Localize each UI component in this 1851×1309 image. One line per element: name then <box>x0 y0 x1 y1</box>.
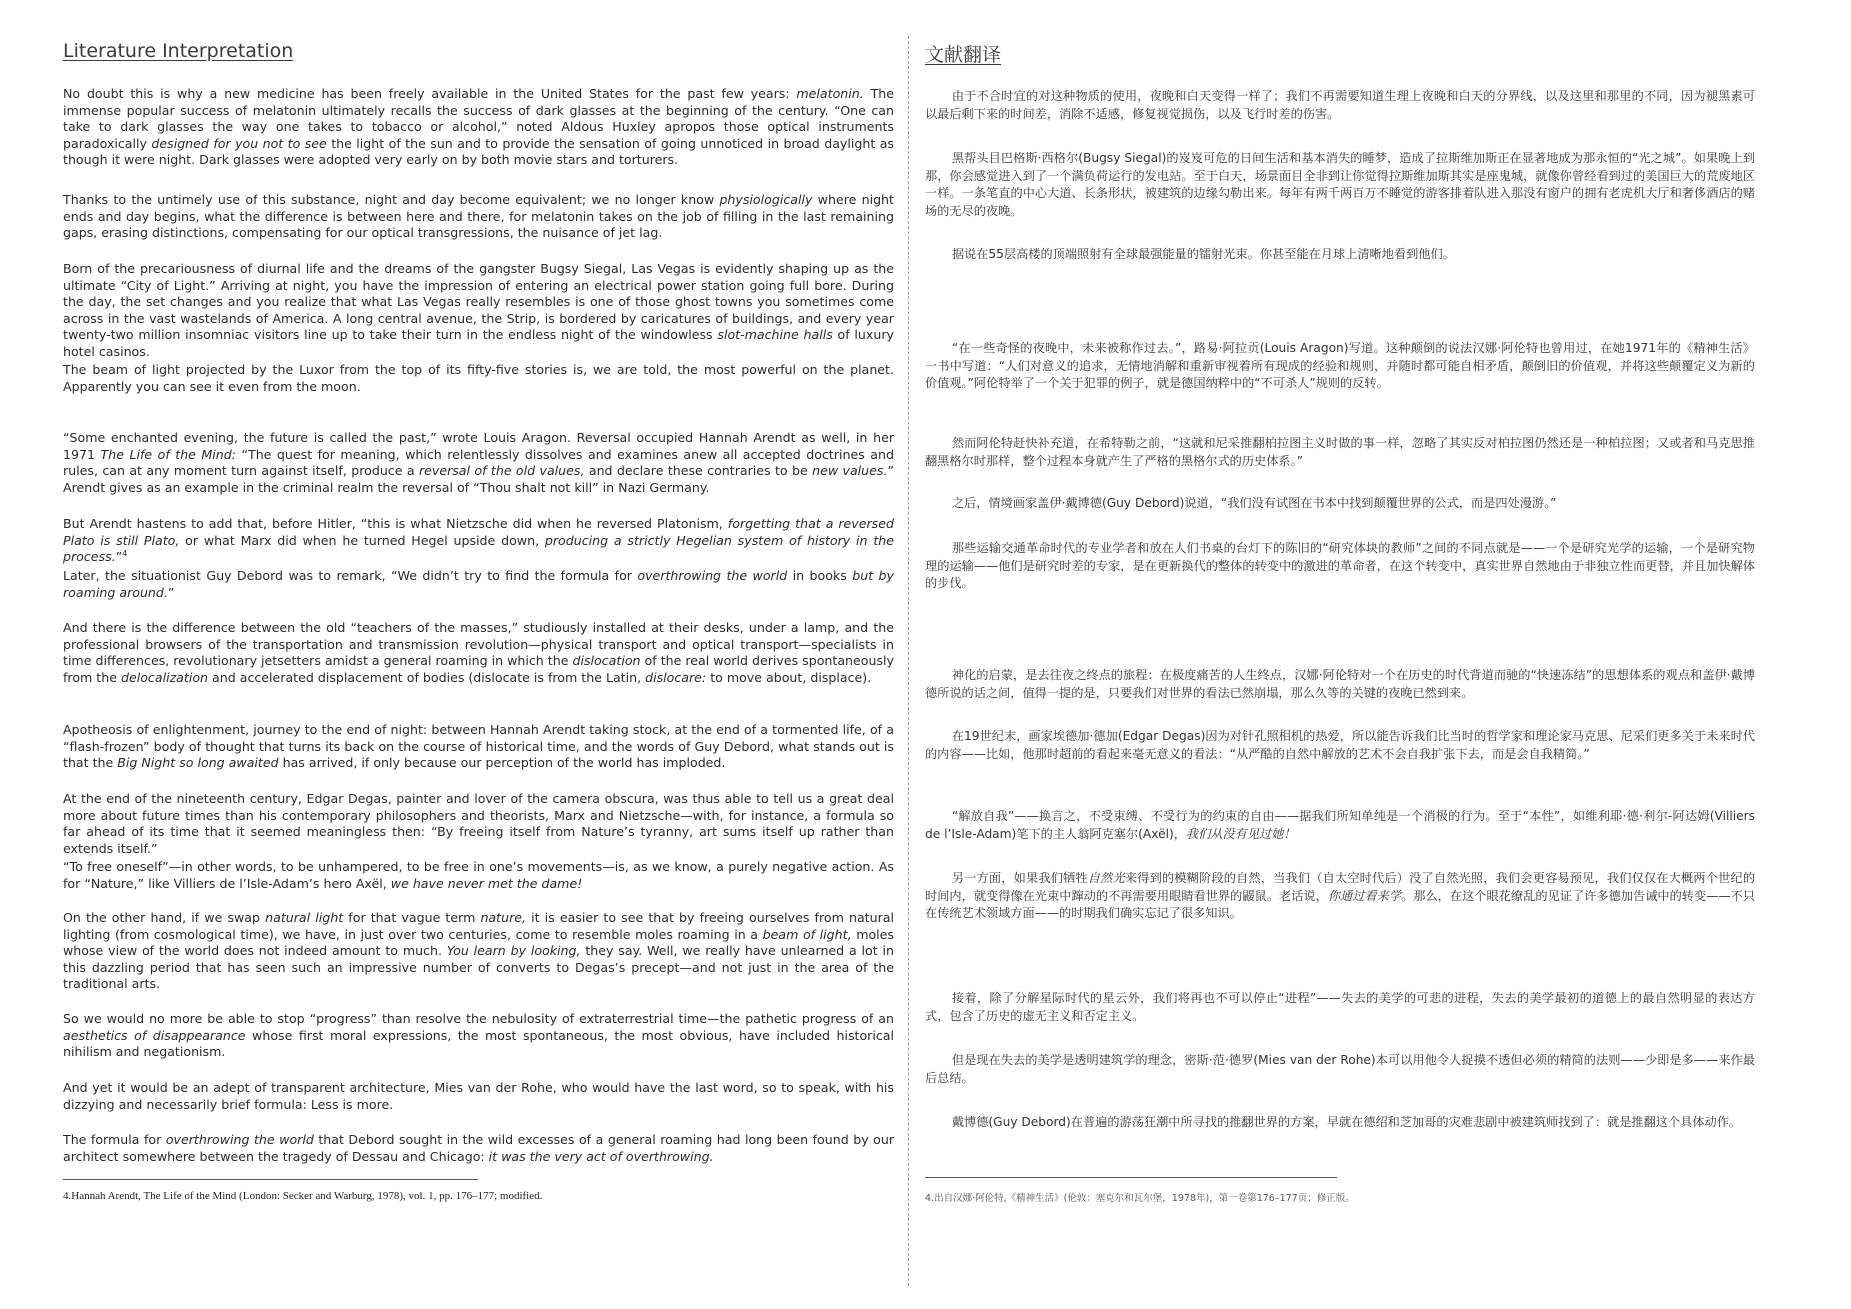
en-paragraph-12: On the other hand, if we swap natural light for that vague term nature, it is easier to see that by freeing ourselves from natural lighting (from cosmological time), we have, in just over two centuries, come to resemble moles roaming in a beam of light, moles whose view of the world does not indeed amount to much. You learn by looking, they say. Well, we really have unlearned a lot in this dazzling period that has seen such an impressive number of converts to Degas’s precept—and not just in the area of the traditional arts. <box>63 910 894 992</box>
en-paragraph-14: And yet it would be an adept of transparent architecture, Mies van der Rohe, who would have the last word, so to speak, with his dizzying and necessarily brief formula: Less is more. <box>63 1080 894 1112</box>
zh-paragraph-2: 黑帮头目巴格斯·西格尔(Bugsy Siegal)的岌岌可危的日间生活和基本消失的睡梦，造成了拉斯维加斯正在显著地成为那永恒的“光之城”。如果晚上到那，你会感觉进入到了一个满负荷运行的发电站。至于白天，场景面目全非到让你觉得拉斯维加斯其实是座鬼城，就像你曾经看到过的美国巨大的荒废地区一样。一条笔直的中心大道、长条形状，被建筑的边缘勾勒出来。每年有两千两百万不睡觉的游客排着队进入那没有窗户的拥有老虎机大厅和奢侈酒店的赌场的无尽的夜晚。 <box>925 151 1755 218</box>
chinese-footnote: 4.出自汉娜·阿伦特,《精神生活》(伦敦：塞克尔和瓦尔堡，1978年)，第一卷第176–177页；修正版。 <box>925 1193 1355 1204</box>
zh-paragraph-6: 之后，情境画家盖伊·戴博德(Guy Debord)说道，“我们没有试图在书本中找到颠覆世界的公式，而是四处漫游。” <box>951 496 1557 510</box>
footnote-rule <box>925 1177 1337 1178</box>
en-paragraph-1: No doubt this is why a new medicine has been freely available in the United States for the past few years: melatonin. The immense popular success of melatonin ultimately recalls the success of dark glasses at the beginning of the century. “One can take to dark glasses the way one takes to tobacco or alcohol,” noted Aldous Huxley apropos those optical instruments paradoxically designed for you not to see the light of the sun and to provide the sensation of going unnoticed in broad daylight as though it were night. Dark glasses were adopted very early on by both movie stars and torturers. <box>63 86 894 168</box>
column-divider <box>908 36 909 1286</box>
zh-paragraph-9: 在19世纪末，画家埃德加·德加(Edgar Degas)因为对针孔照相机的热爱，所以能告诉我们比当时的哲学家和理论家马克思、尼采们更多关于未来时代的内容——比如，他那时超前的看起来毫无意义的看法：“从严酷的自然中解放的艺术不会自我扩张下去，而是会自我精简。” <box>925 729 1755 761</box>
en-paragraph-9: Apotheosis of enlightenment, journey to the end of night: between Hannah Arendt taking stock, at the end of a tormented life, of a “flash-frozen” body of thought that turns its back on the course of historical time, and the words of Guy Debord, what stands out is that the Big Night so long awaited has arrived, if only because our perception of the world has imploded. <box>63 722 894 771</box>
zh-paragraph-10: “解放自我”——换言之，不受束缚、不受行为的约束的自由——据我们所知单纯是一个消极的行为。至于“本性”，如维利耶·德·利尔-阿达姆(Villiers de l’Isle-Adam)笔下的主人翁阿克塞尔(Axël)，我们从没有见过她！ <box>925 809 1755 841</box>
en-paragraph-10: At the end of the nineteenth century, Edgar Degas, painter and lover of the camera obscura, was thus able to tell us a great deal more about future times than his contemporary philosophers and theorists, Marx and Nietzsche—with, for instance, a formula so far ahead of its time that it seemed meaningless then: “By freeing itself from Nature’s tyranny, art sums itself up rather than extends itself.” <box>63 791 894 856</box>
en-paragraph-4: The beam of light projected by the Luxor from the top of its fifty-five stories is, we are told, the most powerful on the planet. Apparently you can see it even from the moon. <box>63 362 894 394</box>
zh-paragraph-1: 由于不合时宜的对这种物质的使用，夜晚和白天变得一样了；我们不再需要知道生理上夜晚和白天的分界线，以及这里和那里的不同，因为褪黑素可以最后剩下来的时间差，消除不适感，修复视觉损伤，以及飞行时差的伤害。 <box>925 89 1755 121</box>
english-column <box>63 40 895 1202</box>
chinese-column <box>925 40 1756 1204</box>
chinese-heading: 文献翻译 <box>925 44 1002 66</box>
en-paragraph-2: Thanks to the untimely use of this substance, night and day become equivalent; we no longer know physiologically where night ends and day begins, what the difference is between here and there, for melatonin takes on the job of filling in the last remaining gaps, erasing distinctions, compensating for our optical transgressions, the nuisance of jet lag. <box>63 192 894 241</box>
en-paragraph-3: Born of the precariousness of diurnal life and the dreams of the gangster Bugsy Siegal, Las Vegas is evidently shaping up as the ultimate “City of Light.” Arriving at night, you have the impression of entering an electrical power station going full bore. During the day, the set changes and you realize that what Las Vegas really resembles is one of those ghost towns you sometimes come across in the vast wastelands of America. A long central avenue, the Strip, is bordered by caricatures of buildings, and every year twenty-two million insomniac visitors line up to take their turn in the endless night of the windowless slot-machine halls of luxury hotel casinos. <box>63 261 894 359</box>
en-paragraph-15: The formula for overthrowing the world that Debord sought in the wild excesses of a general roaming had long been found by our architect somewhere between the tragedy of Dessau and Chicago: it was the very act of overthrowing. <box>63 1132 895 1164</box>
en-paragraph-11: “To free oneself”—in other words, to be unhampered, to be free in one’s movements—is, as we know, a purely negative action. As for “Nature,” like Villiers de l’Isle-Adam’s hero Axël, we have never met the dame! <box>63 859 894 891</box>
english-footnote: 4.Hannah Arendt, The Life of the Mind (London: Secker and Warburg, 1978), vol. 1, pp. 176–177; modified. <box>63 1190 543 1202</box>
en-paragraph-8: And there is the difference between the old “teachers of the masses,” studiously installed at their desks, under a lamp, and the professional browsers of the transportation and transmission revolution—physical transport and optical transport—specialists in time differences, revolutionary jetsetters amidst a general roaming in which the dislocation of the real world derives spontaneously from the delocalization and accelerated displacement of bodies (dislocate is from the Latin, dislocare: to move about, displace). <box>63 620 894 685</box>
english-heading: Literature Interpretation <box>63 40 294 62</box>
zh-paragraph-3: 据说在55层高楼的顶端照射有全球最强能量的镭射光束。你甚至能在月球上清晰地看到他们。 <box>951 247 1455 261</box>
zh-paragraph-11: 另一方面，如果我们牺牲自然光来得到的模糊阶段的自然，当我们（自太空时代后）没了自然光照，我们会更容易预见，我们仅仅在大概两个世纪的时间内，就变得像在光束中蹿动的不再需要用眼睛看世界的鼹鼠。老话说，你通过看来学。那么，在这个眼花缭乱的见证了许多德加告诫中的转变——不只在传统艺术领域方面——的时期我们确实忘记了很多知识。 <box>925 871 1756 920</box>
zh-paragraph-13: 但是现在失去的美学是透明建筑学的理念，密斯·范·德罗(Mies van der Rohe)本可以用他令人捉摸不透但必须的精简的法则——少即是多——来作最后总结。 <box>925 1053 1755 1085</box>
zh-paragraph-8: 神化的启蒙，是去往夜之终点的旅程：在极度痛苦的人生终点，汉娜·阿伦特对一个在历史的时代背道而驰的“快速冻结”的思想体系的观点和盖伊·戴博德所说的话之间，值得一提的是，只要我们对世界的看法已然崩塌，那么久等的关键的夜晚已然到来。 <box>925 668 1755 700</box>
zh-paragraph-12: 接着，除了分解星际时代的星云外，我们将再也不可以停止“进程”——失去的美学的可悲的进程，失去的美学最初的道德上的最自然明显的表达方式，包含了历史的虚无主义和否定主义。 <box>925 991 1755 1023</box>
zh-paragraph-14: 戴博德(Guy Debord)在普遍的游荡狂潮中所寻找的推翻世界的方案，早就在德绍和芝加哥的灾难悲剧中被建筑师找到了：就是推翻这个具体动作。 <box>951 1115 1742 1129</box>
zh-paragraph-7: 那些运输交通革命时代的专业学者和放在人们书桌的台灯下的陈旧的“研究体块的教师”之间的不同点就是——一个是研究光学的运输，一个是研究物理的运输——他们是研究时差的专家，是在更新换代的整体的转变中的激进的革命者，在这个转变中，真实世界自然地由于非独立性而更替，并且加快解体的步伐。 <box>925 541 1755 590</box>
zh-paragraph-4: “在一些奇怪的夜晚中，未来被称作过去。”，路易·阿拉贡(Louis Aragon)写道。这种颠倒的说法汉娜·阿伦特也曾用过，在她1971年的《精神生活》一书中写道：“人们对意义的追求，无情地消解和重新审视着所有现成的经验和规则，并随时都可能自相矛盾，颠倒旧的价值观，并将这些颠覆定义为新的价值观。”阿伦特举了一个关于犯罪的例子，就是德国纳粹中的“不可杀人”规则的反转。 <box>925 341 1755 390</box>
zh-paragraph-5: 然而阿伦特赶快补充道，在希特勒之前，“这就和尼采推翻柏拉图主义时做的事一样，忽略了其实反对柏拉图仍然还是一种柏拉图；又或者和马克思推翻黑格尔时那样，整个过程本身就产生了严格的黑格尔式的历史体系。” <box>925 436 1755 468</box>
en-paragraph-6: But Arendt hastens to add that, before Hitler, “this is what Nietzsche did when he reversed Platonism, forgetting that a reversed Plato is still Plato, or what Marx did when he turned Hegel upside down, producing a strictly Hegelian system of history in the process.”$^4$ <box>63 516 894 565</box>
footnote-rule <box>63 1179 478 1180</box>
en-paragraph-7: Later, the situationist Guy Debord was to remark, “We didn’t try to find the formula for overthrowing the world in books but by roaming around.” <box>63 568 894 600</box>
en-paragraph-5: “Some enchanted evening, the future is called the past,” wrote Louis Aragon. Reversal occupied Hannah Arendt as well, in her 1971 The Life of the Mind: “The quest for meaning, which relentlessly dissolves and examines anew all accepted doctrines and rules, can at any moment turn against itself, produce a reversal of the old values, and declare these contraries to be new values.” Arendt gives as an example in the criminal realm the reversal of “Thou shalt not kill” in Nazi Germany. <box>63 430 895 495</box>
en-paragraph-13: So we would no more be able to stop “progress” than resolve the nebulosity of extraterrestrial time—the pathetic progress of an aesthetics of disappearance whose first moral expressions, the most spontaneous, the most obvious, have included historical nihilism and negationism. <box>63 1011 894 1060</box>
